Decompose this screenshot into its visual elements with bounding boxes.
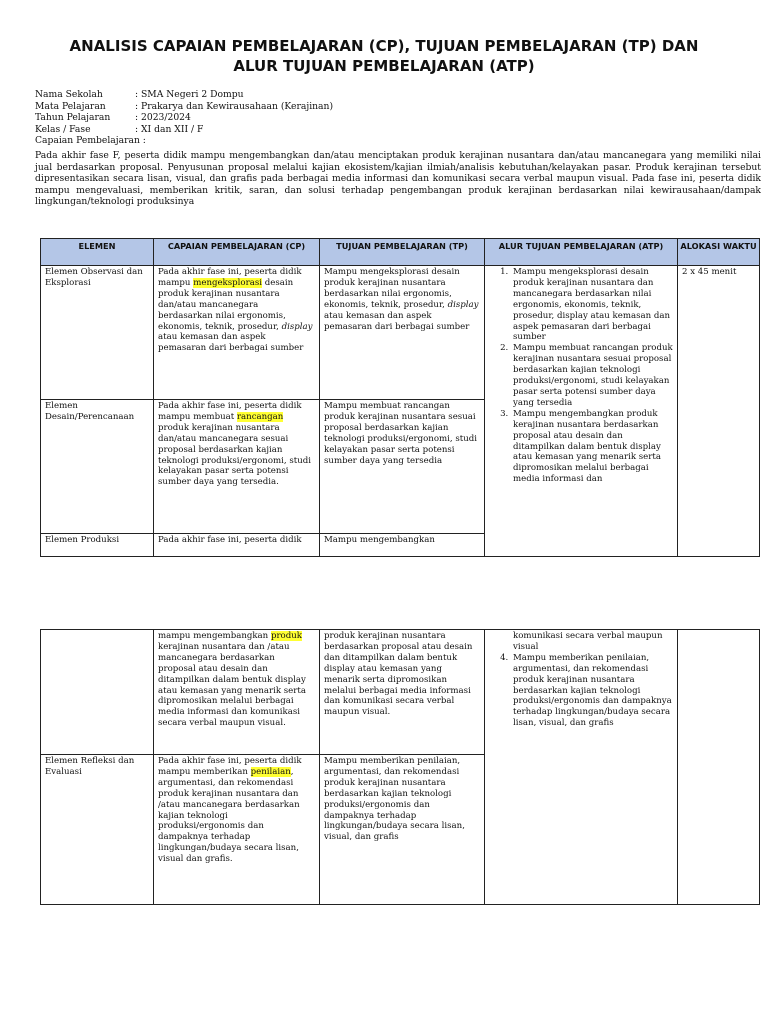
tp-cell: Mampu memberikan penilaian, argumentasi, dan rekomendasi produk kerajinan nusantara berdasarkan kajian teknologi produksi/ergonomis dan dampaknya terhadap lingkungan/budaya secara lisan, visual, dan grafis <box>320 755 485 905</box>
tp-cell: produk kerajinan nusantara berdasarkan proposal atau desain dan ditampilkan dalam bentuk display atau kemasan yang menarik serta dipromosikan melalui berbagai media informasi dan komunikasi secara verbal maupun visual. <box>320 630 485 755</box>
atp-continued: komunikasi secara verbal maupun visual <box>513 631 663 652</box>
meta-row <box>35 112 333 124</box>
highlighted-keyword: mengeksplorasi <box>193 277 262 288</box>
elemen-cell: Elemen Produksi <box>41 534 154 557</box>
meta-value: : XI dan XII / F <box>135 123 204 135</box>
atp-item: 1. Mampu mengeksplorasi desain produk kerajinan nusantara dan mancanegara berdasarkan nilai ergonomis, ekonomis, teknik, prosedur, display atau kemasan dan aspek pemasaran dari berbagai sumber <box>511 267 673 343</box>
cp-text: desain produk kerajinan nusantara dan/atau mancanegara berdasarkan nilai ergonomis, ekonomis, teknik, prosedur, <box>158 277 294 332</box>
meta-key: Kelas / Fase <box>35 123 91 135</box>
cp-cell <box>154 266 320 400</box>
alokasi-cell <box>678 630 760 905</box>
header-alokasi: ALOKASI WAKTU <box>678 239 760 266</box>
cp-cell <box>154 755 320 905</box>
atp-item: 4. Mampu memberikan penilaian, argumentasi, dan rekomendasi produk kerajinan nusantara berdasarkan kajian teknologi produksi/ergonomis dan dampaknya terhadap lingkungan/budaya secara lisan, visual, dan grafis <box>511 653 673 729</box>
cp-text: Pada akhir fase ini, peserta didik mampu memberikan <box>158 756 302 777</box>
meta-row <box>35 135 333 147</box>
cp-text: Pada akhir fase ini, peserta didik mampu <box>158 267 302 288</box>
cp-cell: Pada akhir fase ini, peserta didik <box>154 534 320 557</box>
meta-value: : Prakarya dan Kewirausahaan (Kerajinan) <box>135 100 334 112</box>
header-tp: TUJUAN PEMBELAJARAN (TP) <box>320 239 485 266</box>
meta-key: Mata Pelajaran <box>35 100 106 112</box>
cp-text: mampu mengembangkan <box>158 631 271 641</box>
meta-row <box>35 124 333 136</box>
header-atp: ALUR TUJUAN PEMBELAJARAN (ATP) <box>485 239 678 266</box>
cp-cell <box>154 400 320 534</box>
header-cp: CAPAIAN PEMBELAJARAN (CP) <box>154 239 320 266</box>
cp-italic-term: display <box>281 321 313 332</box>
cp-text: atau kemasan dan aspek pemasaran dari berbagai sumber <box>158 332 304 354</box>
cp-text: produk kerajinan nusantara dan/atau mancanegara sesuai proposal berdasarkan kajian teknologi produksi/ergonomi, studi kelayakan pasar serta potensi sumber daya yang tersedia. <box>158 422 312 488</box>
tp-italic-term: display <box>447 299 479 310</box>
tp-cell: Mampu membuat rancangan produk kerajinan nusantara sesuai proposal berdasarkan kajian teknologi produksi/ergonomi, studi kelayakan pasar serta potensi sumber daya yang tersedia <box>320 400 485 534</box>
tp-cell <box>320 266 485 400</box>
cp-text: kerajinan nusantara dan /atau mancanegara berdasarkan proposal atau desain dan ditampilkan dalam bentuk display atau kemasan yang menarik serta dipromosikan melalui berbagai media informasi dan komunikasi secara verbal maupun visual. <box>158 641 306 729</box>
analysis-table-page-2 <box>40 629 760 905</box>
atp-item: 2. Mampu membuat rancangan produk kerajinan nusantara sesuai proposal berdasarkan kajian teknologi produksi/ergonomi, studi kelayakan pasar serta potensi sumber daya yang tersedia <box>511 343 673 408</box>
meta-value: : 2023/2024 <box>135 112 191 124</box>
tp-text: atau kemasan dan aspek pemasaran dari berbagai sumber <box>324 310 470 332</box>
meta-key: Tahun Pelajaran <box>35 112 111 124</box>
atp-cell <box>485 630 678 905</box>
header-elemen: ELEMEN <box>41 239 154 266</box>
atp-item: 3. Mampu mengembangkan produk kerajinan nusantara berdasarkan proposal atau desain dan ditampilkan dalam bentuk display atau kemasan yang menarik serta dipromosikan melalui berbagai media informasi dan <box>511 409 673 485</box>
highlighted-keyword: rancangan <box>236 411 284 422</box>
cp-cell <box>154 630 320 755</box>
atp-list <box>489 653 673 729</box>
elemen-cell <box>41 630 154 755</box>
document-title <box>0 36 768 76</box>
meta-row <box>35 89 333 101</box>
highlighted-keyword: penilaian <box>250 766 291 777</box>
tp-text: Mampu mengeksplorasi desain produk kerajinan nusantara berdasarkan nilai ergonomis, ekonomis, teknik, prosedur, <box>324 267 460 310</box>
cp-text: , argumentasi, dan rekomendasi produk kerajinan nusantara dan /atau mancanegara berdasarkan kajian teknologi produksi/ergonomis dan dampaknya terhadap lingkungan/budaya secara lisan, visual dan grafis. <box>158 766 300 865</box>
alokasi-cell: 2 x 45 menit <box>678 266 760 557</box>
capaian-pembelajaran-text: Pada akhir fase F, peserta didik mampu mengembangkan dan/atau menciptakan produk kerajinan nusantara dan/atau mancanegara yang memiliki nilai jual berdasarkan proposal. Penyusunan proposal melalui kajian ekosistem/kajian ilmiah/analisis kebutuhan/kelayakan pasar. Produk kerajinan tersebut dipresentasikan secara lisan, visual, dan grafis pada berbagai media informasi dan komunikasi secara verbal maupun visual. Pada fase ini, peserta didik mampu mengevaluasi, memberikan kritik, saran, dan solusi terhadap pengembangan produk kerajinan berdasarkan nilai kewirausahaan/dampak lingkungan/teknologi produksinya <box>35 150 761 208</box>
elemen-cell: Elemen Observasi dan Eksplorasi <box>41 266 154 400</box>
analysis-table-page-1 <box>40 238 760 557</box>
atp-cell <box>485 266 678 557</box>
title-line-2: ALUR TUJUAN PEMBELAJARAN (ATP) <box>233 57 535 75</box>
atp-list <box>489 267 673 485</box>
meta-row <box>35 101 333 113</box>
meta-value: : SMA Negeri 2 Dompu <box>135 89 244 100</box>
tp-cell: Mampu mengembangkan <box>320 534 485 557</box>
document-meta <box>35 89 333 147</box>
title-line-1: ANALISIS CAPAIAN PEMBELAJARAN (CP), TUJUAN PEMBELAJARAN (TP) DAN <box>69 37 699 55</box>
meta-key: Capaian Pembelajaran : <box>35 135 146 147</box>
cp-text: Pada akhir fase ini, peserta didik mampu membuat <box>158 401 302 422</box>
elemen-cell: Elemen Refleksi dan Evaluasi <box>41 755 154 905</box>
highlighted-keyword: produk <box>270 631 302 641</box>
elemen-cell: Elemen Desain/Perencanaan <box>41 400 154 534</box>
meta-key: Nama Sekolah <box>35 89 103 100</box>
